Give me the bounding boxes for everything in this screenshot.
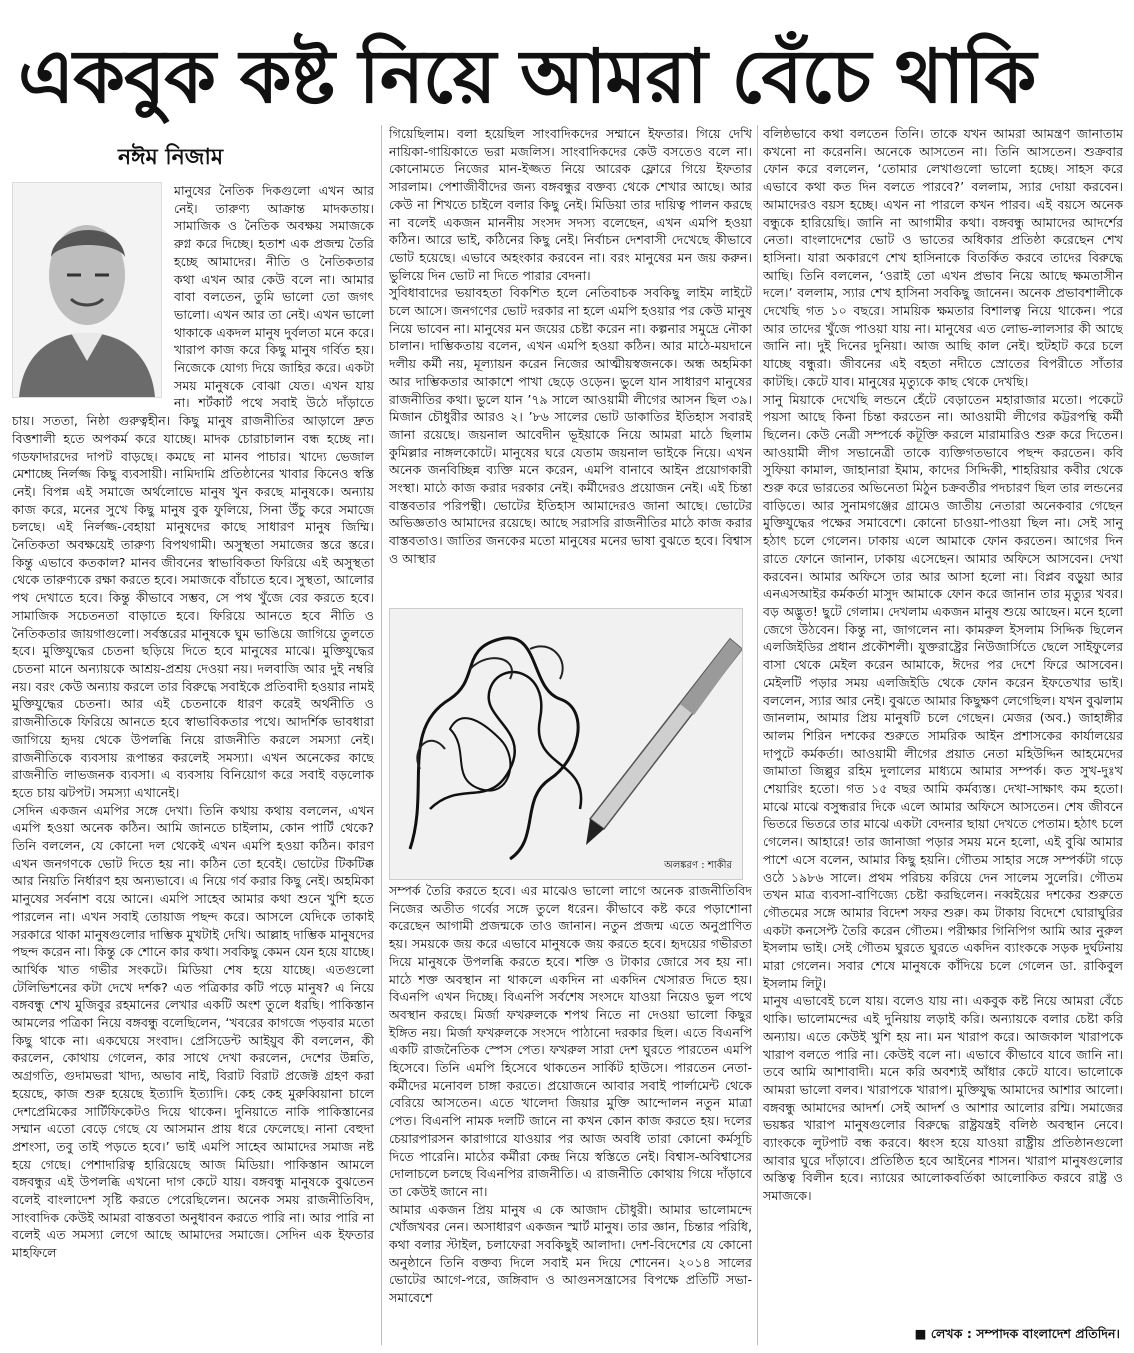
author-note: ■ লেখক : সম্পাদক বাংলাদেশ প্রতিদিন। xyxy=(914,1326,1120,1341)
column-divider xyxy=(381,125,382,1345)
illustration xyxy=(389,608,743,880)
author-portrait-image xyxy=(13,183,161,397)
byline: নঈম নিজাম xyxy=(118,145,224,170)
article-text-block xyxy=(389,882,752,1347)
article-column-1 xyxy=(12,182,374,1347)
paragraph: মানুষ এভাবেই চলে যায়। বলেও যায় না। একবুক কষ্ট নিয়ে আমরা বেঁচে থাকি। ভালোমন্দের এই দুনিয়ায় লড়াই করি। অন্যায়কে বলার চেষ্টা করি অন্যায়। এতে কেউই খুশি হয় না। মন খারাপ করে। আজকাল খারাপকে খারাপ বলতে পারি না। কেউই বলে না। এভাবে কীভাবে যাবে জানি না। তবে আমি আশাবাদী। মনে করি অবশ্যই আঁধার কেটে যাবে। ভালোকে আমরা ভালো বলব। খারাপকে খারাপ। মুক্তিযুদ্ধ আমাদের আশার আলো। বঙ্গবন্ধু আমাদের আদর্শ। সেই আদর্শ ও আশার আলোর রশ্মি। সমাজের ভয়ঙ্কর খারাপ মানুষগুলোর বিরুদ্ধে রাষ্ট্রযন্ত্রই বলিষ্ঠ অবস্থান নেবে। ব্যাংককে লুটপাট বন্ধ করবে। ধ্বংস হয়ে যাওয়া রাষ্ট্রীয় প্রতিষ্ঠানগুলো আবার ঘুরে দাঁড়াবে। প্রতিষ্ঠিত হবে আইনের শাসন। খারাপ মানুষগুলোর অস্তিত্ব বিলীন হবে। ন্যায়ের আলোকবর্তিকা আলোকিত করবে রাষ্ট্র ও সমাজকে। xyxy=(763,993,1123,1204)
paragraph: বলিষ্ঠভাবে কথা বলতেন তিনি। তাকে যখন আমরা আমন্ত্রণ জানাতাম কখনো না করেননি। অনেকে আসতেন না। তিনি আসতেন। শুক্রবার ফোন করে বললেন, ‘তোমার লেখাগুলো ভালো হচ্ছে। সাহস করে এভাবে কথা কত দিন বলতে পারবে?’ বললাম, স্যার দোয়া করবেন। আমাদেরও বয়স হচ্ছে। এখন না পারলে কখন পারব। এই বয়সে অনেক বন্ধুকে হারিয়েছি। জানি না আগামীর কথা। বঙ্গবন্ধু আমাদের আদর্শের নেতা। বাংলাদেশের ভোট ও ভাতের অধিকার প্রতিষ্ঠা করেছেন শেখ হাসিনা। যারা অকারণে শেখ হাসিনাকে বিতর্কিত করবে তাদের বিরুদ্ধে আছি। তিনি বললেন, ‘ওরাই তো এখন প্রভাব নিয়ে আছে ক্ষমতাসীন দলে।’ বললাম, স্যার শেখ হাসিনা সবকিছু জানেন। অনেক প্রভাবশালীকে দেখেছি গত ১০ বছরে। সাময়িক ক্ষমতার বিশালত্ব নিয়ে থাকেন। পরে আর তাদের খুঁজে পাওয়া যায় না। মানুষের এত লোভ-লালসার কী আছে জানি না। দুই দিনের দুনিয়া। আজ আছি কাল নেই। হুটহাট করে চলে যাচ্ছে বন্ধুরা। জীবনের এই বহতা নদীতে স্রোতের বিপরীতে সাঁতার কাটছি। কেটে যাব। মানুষের মৃত্যুকে কাছ থেকে দেখছি। xyxy=(763,126,1123,389)
column-divider xyxy=(757,125,758,1345)
article-text-block xyxy=(389,125,752,605)
paragraph: আমার একজন প্রিয় মানুষ এ কে আজাদ চৌধুরী। আমার ভালোমন্দে খোঁজখবর নেন। অসাধারণ একজন স্মার্ট মানুষ। তার জ্ঞান, চিন্তার পরিধি, কথা বলার স্টাইল, চলাফেরা সবকিছুই আলাদা। দেশ-বিদেশের যে কোনো অনুষ্ঠানে তিনি বক্তব্য দিলে সবাই মন দিয়ে শোনেন। ২০১৪ সালের ভোটের আগে-পরে, জঙ্গিবাদ ও আগুনসন্ত্রাসের বিপক্ষে প্রতিটি সভা-সমাবেশে xyxy=(389,1201,752,1306)
pen-scribble-illustration xyxy=(390,609,742,879)
paragraph: সুবিধাবাদের ভয়াবহতা বিকশিত হলে নেতিবাচক সবকিছু লাইম লাইটে চলে আসে। জনগণের ভোট দরকার না হলে এমপি হওয়ার পর কেউ মানুষ নিয়ে ভাবেন না। মানুষের মন জয়ের চেষ্টা করেন না। কল্পনার সমুদ্রে নৌকা চালান। দাম্ভিকতায় বলেন, এখন এমপি হওয়া কঠিন। আর মাঠে-ময়দানে দলীয় কর্মী নয়, মূল্যায়ন করেন নিজের আত্মীয়স্বজনকে। অন্ধ অহমিকা আর দাম্ভিকতার আকাশে পাখা ছেড়ে ওড়েন। ভুলে যান সাধারণ মানুষের রাজনীতির কথা। ভুলে যান ’৭৯ সালে আওয়ামী লীগের আসন ছিল ৩৯। মিজান চৌধুরীর আরও ২। ’৮৬ সালের ভোট ডাকাতির ইতিহাস সবারই জানা রয়েছে। জয়নাল আবেদীন ভূইয়াকে নিয়ে আমরা মাঠে ছিলাম কুমিল্লার নাঙ্গলকোটে। মানুষের ঘরে যেতাম জয়নাল ভাইকে নিয়ে। এখন অনেক জনবিচ্ছিন্ন ব্যক্তি মনে করেন, এমপি বানাবে আইন প্রয়োগকারী সংস্থা। মাঠে কাজ করার দরকার নেই। কর্মীদেরও প্রয়োজন নেই। এই চিন্তা বাস্তবতার পরিপন্থী। ভোটের ইতিহাস আমাদেরও জানা আছে। ভোটের অভিজ্ঞতাও আমাদের রয়েছে। আছে সরাসরি রাজনীতির মাঠে কাজ করার বাস্তবতাও। জাতির জনকের মতো মানুষের মনের ভাষা বুঝতে হবে। বিশ্বাস ও আস্থার xyxy=(389,285,752,566)
headline: একবুক কষ্ট নিয়ে আমরা বেঁচে থাকি xyxy=(18,34,1036,120)
article-column-3 xyxy=(763,125,1123,1347)
author-photo xyxy=(12,182,162,398)
paragraph: সানু মিয়াকে দেখেছি লন্ডনে হেঁটে বেড়াতেন মহারাজার মতো। পকেটে পয়সা আছে কিনা চিন্তা করতেন না। আওয়ামী লীগের কট্টরপন্থি কর্মী ছিলেন। কেউ নেত্রী সম্পর্কে কটূক্তি করলে মারামারিও শুরু করে দিতেন। আওয়ামী লীগ সভানেত্রী তাকে ব্যক্তিগতভাবে পছন্দ করতেন। কবি সুফিয়া কামাল, জাহানারা ইমাম, কাদের সিদ্দিকী, শাহরিয়ার কবীর থেকে শুরু করে ভারতের অভিনেতা মিঠুন চক্রবর্তীর পদচারণ ছিল তার লন্ডনের বাড়িতে। আর সুনামগঞ্জের গ্রামেও জাতীয় নেতারা অনেকবার গেছেন মুক্তিযুদ্ধের পক্ষের সমাবেশে। কোনো চাওয়া-পাওয়া ছিল না। সেই সানু হঠাৎ চলে গেলেন। ঢাকায় এলে আমাকে ফোন করতেন। আগের দিন রাতে ফোনে জানান, ঢাকায় এসেছেন। আমার অফিসে আসবেন। দেখা করবেন। আমার অফিসে তার আর আসা হলো না। বিপ্লব বড়ুয়া আর এনএসআইর কর্মকর্তা মাসুদ আমাকে ফোন করে জানান তার মৃত্যুর খবর। বড় অদ্ভুত! ছুটে গেলাম। দেখলাম একজন মানুষ শুয়ে আছেন। মনে হলো জেগে উঠবেন। কিন্তু না, জাগলেন না। কামরুল ইসলাম সিদ্দিক ছিলেন এলজিইডির প্রধান প্রকৌশলী। যুক্তরাষ্ট্রের নিউজার্সিতে ছেলে সাইফুলের বাসা থেকে মেইল করেন আমাকে, ঈদের পর দেশে ফিরে আসবেন। মেইলটি পড়ার সময় এলজিইডি থেকে ফোন করেন ইফতেখার ভাই। বললেন, স্যার আর নেই। বুঝতে আমার কিছুক্ষণ লেগেছিল। যখন বুঝলাম জানলাম, আমার প্রিয় মানুষটি চলে গেছেন। মেজর (অব.) জাহাঙ্গীর আলম শিরিন দশকের শুরুতে সামরিক আইন প্রশাসকের কার্যালয়ের দাপুটে কর্মকর্তা। আওয়ামী লীগের প্রয়াত নেতা মহিউদ্দিন আহমেদের জামাতা জিল্লুর রহিম দুলালের মাধ্যমে আমার সম্পর্ক। কত সুখ-দুঃখ শেয়ারিং হতো। গত ১৫ বছর আমি কর্মব্যস্ত। দেখা-সাক্ষাৎ কম হতো। মাঝে মাঝে বসুন্ধরার দিকে এলে আমার অফিসে আসতেন। শেষ জীবনে ভিতরে ভিতরে তার মাঝে একটা বেদনার ছায়া দেখতে পেতাম। হঠাৎ চলে গেলেন। আহারে! তার জানাজা পড়ার সময় মনে হলো, এই বুঝি আমার পাশে এসে বলেন, আমার কিছু হয়নি। গৌতম সাহার সঙ্গে সম্পর্কটা গড়ে ওঠে ১৯৮৬ সালে। প্রথম পরিচয় করিয়ে দেন সালেম সুলেরি। গৌতম তখন মাত্র ব্যবসা-বাণিজ্যে চেষ্টা করছিলেন। নব্বইয়ের দশকের শুরুতে গৌতমের সঙ্গে আমার বিদেশ সফর শুরু। কম টাকায় বিদেশে ঘোরাঘুরির একটা কনসেপ্ট তৈরি করেন গৌতম। পরীক্ষার গিনিপিগ আমি আর নুরুল ইসলাম ভাই। সেই গৌতম ঘুরতে ঘুরতে একদিন ব্যাংককে সড়ক দুর্ঘটনায় মারা গেলেন। সবার শেষে মানুষকে কাঁদিয়ে চলে গেলেন ডা. রাকিবুল ইসলাম লিটু। xyxy=(763,391,1123,991)
paragraph: গিয়েছিলাম। বলা হয়েছিল সাংবাদিকদের সম্মানে ইফতার। গিয়ে দেখি নায়িকা-গায়িকাতে ভরা মজলিস। সাংবাদিকদের কেউ বসতেও বলে না। কোনোমতে নিজের মান-ইজ্জত নিয়ে আরেক ফ্লোরে গিয়ে ইফতার সারলাম। পেশাজীবীদের জন্য বঙ্গবন্ধুর বক্তব্য থেকে শেখার আছে। আর কেউ না শিখতে চাইলে বলার কিছু নেই। মিডিয়া তার দায়িত্ব পালন করছে না বলেই একজন মাননীয় সংসদ সদস্য বলেছেন, এখন এমপি হওয়া কঠিন। আরে ভাই, কঠিনের কিছু নেই। নির্বাচন দেশবাসী দেখেছে কীভাবে ভোট হয়েছে। এভাবে অহংকার করবেন না। বরং মানুষের মন জয় করুন। ভুলিয়ে দিন ভোট না দিতে পারার বেদনা। xyxy=(389,126,752,283)
paragraph: মানুষের নৈতিক দিকগুলো এখন আর নেই। তারুণ্য আক্রান্ত মাদকতায়। সামাজিক ও নৈতিক অবক্ষয় সমাজকে রুগ্ন করে দিচ্ছে। হতাশ এক প্রজন্ম তৈরি হচ্ছে আমাদের। নীতি ও নৈতিকতার কথা এখন আর কেউ বলে না। আমার বাবা বলতেন, তুমি ভালো তো জগৎ ভালো। এখন আর তা নেই। এখন ভালো থাকাকে একদল মানুষ দুর্বলতা মনে করে। খারাপ কাজ করে কিছু মানুষ গর্বিত হয়। নিজেকে যোগ্য দিয়ে জাহির করে। একটা সময় মানুষকে বোঝা যেত। এখন যায় না। শর্টকার্ট পথে সবাই উঠে দাঁড়াতে চায়। সততা, নিষ্ঠা গুরুত্বহীন। কিছু মানুষ রাজনীতির আড়ালে দ্রুত বিত্তশালী হতে অপকর্ম করে যাচ্ছে। মাদক চোরাচালান বন্ধ হচ্ছে না। গডফাদারদের দাপট বাড়ছে। কমছে না মানব পাচার। খাদ্যে ভেজাল মেশাচ্ছে নির্লজ্জ কিছু ব্যবসায়ী। নামিদামি প্রতিষ্ঠানের খাবার কিনেও স্বস্তি নেই। বিপন্ন এই সমাজে অর্থলোভে মানুষ খুন করছে মানুষকে। অন্যায় কাজ করে, মনের সুখে কিছু মানুষ বুক ফুলিয়ে, সিনা উঁচু করে সমাজে চলছে। এই নির্লজ্জ-বেহায়া মানুষদের কাছে সাধারণ মানুষ জিম্মি। নৈতিকতা অবক্ষয়েই তারুণ্য বিপথগামী। অসুস্থতা সমাজের স্তরে স্তরে। কিন্তু এভাবে কতকাল? মানব জীবনের স্বাভাবিকতা ফিরিয়ে এই অসুস্থতা থেকে তারুণ্যকে রক্ষা করতে হবে। সমাজকে বাঁচাতে হবে। সুস্থতা, আলোর পথ দেখাতে হবে। কিন্তু কীভাবে সম্ভব, সে পথ খুঁজে বের করতে হবে। সামাজিক সচেতনতা বাড়াতে হবে। ফিরিয়ে আনতে হবে নীতি ও নৈতিকতার জায়গাগুলো। সর্বস্তরের মানুষকে ঘুম ভাঙিয়ে জাগিয়ে তুলতে হবে। মুক্তিযুদ্ধের চেতনা ছড়িয়ে দিতে হবে মানুষের মাঝে। মুক্তিযুদ্ধের চেতনা মানে অন্যায়কে আশ্রয়-প্রশ্রয় দেওয়া নয়। দলবাজি আর দুই নম্বরি নয়। বরং কেউ অন্যায় করলে তার বিরুদ্ধে সবাইকে প্রতিবাদী হওয়ার নামই মুক্তিযুদ্ধের চেতনা। আর এই চেতনাকে ধারণ করেই অর্থনীতি ও রাজনীতিকে ফিরিয়ে আনতে হবে স্বাভাবিকতার পথে। আদর্শিক ভাবধারা জাগিয়ে হৃদয় থেকে উপলব্ধি নিয়ে রাজনীতি করলে সমস্যা নেই। রাজনীতিকে ব্যবসায় রূপান্তর করলেই সমস্যা। এখন অনেকের কাছে রাজনীতি লাভজনক ব্যবসা। এ ব্যবসায় বিনিয়োগ করে সবাই বড়লোক হতে চায় ঝটপট। সমস্যা এখানেই। xyxy=(12,183,374,800)
image-credit: অলঙ্করণ : শাকীর xyxy=(664,860,732,871)
paragraph: সম্পর্ক তৈরি করতে হবে। এর মাঝেও ভালো লাগে অনেক রাজনীতিবিদ নিজের অতীত গর্বের সঙ্গে তুলে ধরেন। কীভাবে কষ্ট করে পড়াশোনা করেছেন আগামী প্রজন্মকে তাও জানান। নতুন প্রজন্ম এতে অনুপ্রাণিত হয়। সময়কে জয় করে এভাবে মানুষকে জয় করতে হবে। হৃদয়ের গভীরতা দিয়ে মানুষকে উপলব্ধি করতে হবে। শক্তি ও টাকার জোরে সব হয় না। মাঠে শক্ত অবস্থান না থাকলে একদিন না একদিন খেসারত দিতে হয়। বিএনপি এখন দিচ্ছে। বিএনপি সর্বশেষ সংসদে যাওয়া নিয়েও ভুল পথে অবস্থান করছে। মির্জা ফখরুলকে শপথ নিতে না দেওয়া ভালো কিছুর ইঙ্গিত নয়। মির্জা ফখরুলকে সংসদে পাঠানো দরকার ছিল। এতে বিএনপি একটি রাজনৈতিক স্পেস পেত। ফখরুল সারা দেশ ঘুরতে পারতেন এমপি হিসেবে। তিনি এমপি হিসেবে থাকতেন সার্কিট হাউসে। পারতেন নেতা-কর্মীদের মনোবল চাঙ্গা করতে। প্রয়োজনে আবার সবাই পার্লামেন্ট থেকে বেরিয়ে আসতেন। এতে খালেদা জিয়ার মুক্তি আন্দোলন নতুন মাত্রা পেত। বিএনপি নামক দলটি জানে না কখন কোন কাজ করতে হয়। দলের চেয়ারপারসন কারাগারে যাওয়ার পর আজ অবধি তারা কোনো কর্মসূচি দিতে পারেনি। মাঠের কর্মীরা কেন্দ্র নিয়ে স্বস্তিতে নেই। বিশ্বাস-অবিশ্বাসের দোলাচলে চলছে বিএনপির রাজনীতি। এ রাজনীতি কোথায় গিয়ে দাঁড়াবে তা কেউই জানে না। xyxy=(389,883,752,1199)
paragraph: সেদিন একজন এমপির সঙ্গে দেখা। তিনি কথায় কথায় বললেন, এখন এমপি হওয়া অনেক কঠিন। আমি জানতে চাইলাম, কোন পার্টি থেকে? তিনি বললেন, যে কোনো দল থেকেই এখন এমপি হওয়া কঠিন। কারণ এখন জনগণকে ভোট দিতে হয় না। কঠিন তো হবেই। ভোটের টিকটিক্ক আর নিয়তি নির্ধারণ হয় অন্যভাবে। এ নিয়ে গর্ব করার কিছু নেই। অহমিকা মানুষের সর্বনাশ বয়ে আনে। এমপি সাহেব আমার কথা শুনে খুশি হতে পারলেন না। এখন সবাই তোয়াজ পছন্দ করে। আসলে যেদিকে তাকাই সরকারে থাকা মানুষগুলোর দাম্ভিক মুখটাই দেখি। আল্লাহ দাম্ভিক মানুষদের পছন্দ করেন না। কিন্তু কে শোনে কার কথা। সবকিছু কেমন যেন হয়ে যাচ্ছে। আর্থিক খাত গভীর সংকটে। মিডিয়া শেষ হয়ে যাচ্ছে। এতগুলো টেলিভিশনের কটা দেখে দর্শক? এত পত্রিকার কটি পড়ে মানুষ? এ নিয়ে বঙ্গবন্ধু শেখ মুজিবুর রহমানের লেখার একটি অংশ তুলে ধরছি। পাকিস্তান আমলের পত্রিকা নিয়ে বঙ্গবন্ধু বলেছিলেন, ‘খবরের কাগজে পড়বার মতো কিছু থাকে না। একঘেয়ে সংবাদ। প্রেসিডেন্ট আইয়ুব কী বললেন, কী করলেন, কোথায় গেলেন, কার সাথে দেখা করলেন, দেশের উন্নতি, অগ্রগতি, গুদামভরা খাদ্য, অভাব নাই, বিরাট বিরাট প্রজেক্ট গ্রহণ করা হয়েছে, কাজ শুরু হয়েছে ইত্যাদি ইত্যাদি। কেহ কেহ মুরুব্বিয়ানা চালে দেশপ্রেমিকের সার্টিফিকেটও দিয়ে থাকেন। দুনিয়াতে নাকি পাকিস্তানের সম্মান এতো বেড়ে গেছে যে আসমান প্রায় ধরে ফেলেছে। নানা বেহুদা প্রশংসা, তবু তাই পড়তে হবে।’ ভাই এমপি সাহেব আমাদের সমাজ নষ্ট হয়ে গেছে। পেশাদারিত্ব হারিয়েছে আজ মিডিয়া। পাকিস্তান আমলে বঙ্গবন্ধুর এই উপলব্ধি এখনো দাগ কেটে যায়। বঙ্গবন্ধু মানুষকে বুঝতেন বলেই বাংলাদেশ সৃষ্টি করতে পেরেছিলেন। অনেক সময় রাজনীতিবিদ, সাংবাদিক কেউই আমরা বাস্তবতা অনুধাবন করতে পারি না। আর পারি না বলেই এত সমস্যা লেগে আছে আমাদের সমাজে। সেদিন এক ইফতার মাহফিলে xyxy=(12,802,374,1261)
